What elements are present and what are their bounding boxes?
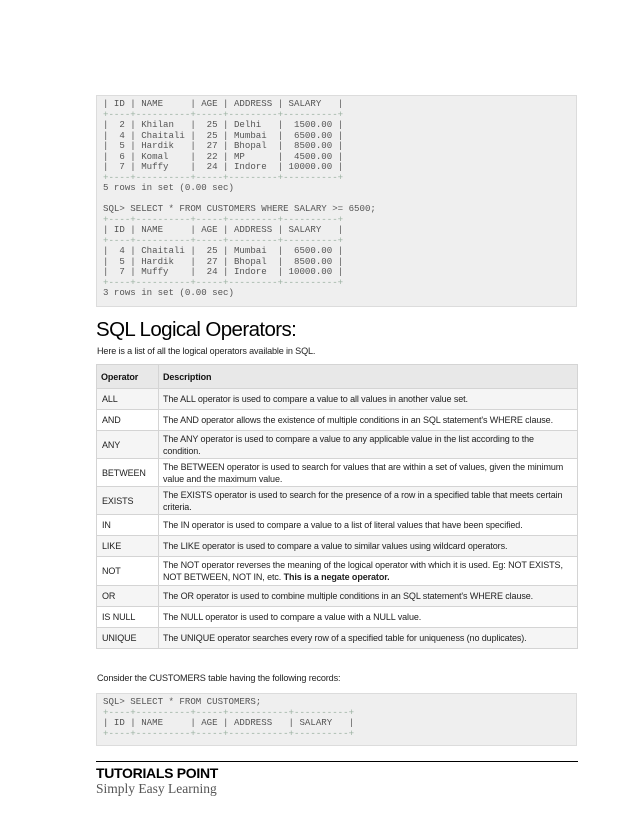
operator-description [159, 487, 578, 515]
operator-row [97, 536, 578, 557]
description-text: The NULL operator is used to compare a value with a NULL value. [163, 612, 422, 622]
description-text: The UNIQUE operator searches every row of a specified table for uniqueness (no duplicates). [163, 633, 527, 643]
description-text: The IN operator is used to compare a value to a list of literal values that have been specified. [163, 520, 523, 530]
section-heading: SQL Logical Operators: [96, 318, 297, 341]
operator-name: BETWEEN [97, 459, 159, 487]
operator-name: OR [97, 586, 159, 607]
code-line: +----+----------+-----+---------+----------+ [103, 213, 344, 225]
operator-description [159, 459, 578, 487]
code-line: | 5 | Hardik | 27 | Bhopal | 8500.00 | [103, 255, 344, 267]
description-text: The AND operator allows the existence of multiple conditions in an SQL statement's WHERE clause. [163, 415, 553, 425]
description-text: The LIKE operator is used to compare a value to similar values using wildcard operators. [163, 541, 508, 551]
operator-description [159, 607, 578, 628]
operator-row [97, 628, 578, 649]
header-description: Description [159, 365, 578, 389]
operator-name: LIKE [97, 536, 159, 557]
description-text: The NOT operator reverses the meaning of the logical operator with which it is used. Eg: NOT EXISTS, NOT BETWEEN, NOT IN, etc. [163, 560, 563, 582]
code-line: | ID | NAME | AGE | ADDRESS | SALARY | [103, 717, 355, 728]
description-bold-note: This is a negate operator. [283, 572, 390, 582]
operator-row [97, 487, 578, 515]
footer-divider [96, 761, 578, 762]
code-line: | 7 | Muffy | 24 | Indore | 10000.00 | [103, 161, 344, 172]
code-line: | 4 | Chaitali | 25 | Mumbai | 6500.00 | [103, 129, 344, 141]
code-line: 3 rows in set (0.00 sec) [103, 287, 234, 298]
code-block-2-text [103, 697, 576, 739]
code-line: +----+----------+-----+---------+----------+ [103, 234, 344, 246]
description-text: The EXISTS operator is used to search for the presence of a row in a specified table that meets certain criteria. [163, 489, 563, 512]
code-line: | ID | NAME | AGE | ADDRESS | SALARY | [103, 98, 344, 109]
code-line: SQL> SELECT * FROM CUSTOMERS WHERE SALARY >= 6500; [103, 203, 376, 214]
operator-description [159, 536, 578, 557]
operator-description [159, 586, 578, 607]
code-line: | ID | NAME | AGE | ADDRESS | SALARY | [103, 224, 344, 235]
footer-tagline: Simply Easy Learning [96, 781, 217, 796]
description-text: The ANY operator is used to compare a value to any applicable value in the list according to the condition. [163, 433, 534, 456]
operator-row [97, 607, 578, 628]
operator-name: EXISTS [97, 487, 159, 515]
section-intro: Here is a list of all the logical operators available in SQL. [97, 346, 316, 356]
code-line: +----+----------+-----+---------+----------+ [103, 108, 344, 120]
code-block-customers [96, 693, 577, 746]
footer-brand: TUTORIALS POINT [96, 765, 219, 781]
code-line: +----+----------+-----+-----------+----------+ [103, 727, 355, 739]
operator-name: NOT [97, 557, 159, 586]
operator-description [159, 557, 578, 586]
operator-name: ANY [97, 431, 159, 459]
logical-operators-table [96, 364, 578, 649]
operator-description [159, 431, 578, 459]
operator-row [97, 557, 578, 586]
operator-row [97, 515, 578, 536]
code-line: | 7 | Muffy | 24 | Indore | 10000.00 | [103, 266, 344, 277]
description-text: The BETWEEN operator is used to search for values that are within a set of values, given the minimum value and the maximum value. [163, 461, 564, 484]
operator-description [159, 628, 578, 649]
operator-row [97, 410, 578, 431]
code-line: | 2 | Khilan | 25 | Delhi | 1500.00 | [103, 119, 344, 130]
operator-name: UNIQUE [97, 628, 159, 649]
code-block-1-text [103, 99, 576, 299]
operator-description [159, 389, 578, 410]
consider-text: Consider the CUSTOMERS table having the following records: [97, 673, 341, 683]
code-line: +----+----------+-----+---------+----------+ [103, 171, 344, 183]
operator-name: AND [97, 410, 159, 431]
code-line: | 4 | Chaitali | 25 | Mumbai | 6500.00 | [103, 245, 344, 256]
code-line: 5 rows in set (0.00 sec) [103, 182, 234, 193]
description-text: The ALL operator is used to compare a value to all values in another value set. [163, 394, 468, 404]
operator-row [97, 431, 578, 459]
operator-row [97, 586, 578, 607]
code-line: +----+----------+-----+---------+----------+ [103, 276, 344, 288]
operator-row [97, 459, 578, 487]
code-line: | 6 | Komal | 22 | MP | 4500.00 | [103, 150, 344, 162]
operator-name: IS NULL [97, 607, 159, 628]
header-operator: Operator [97, 365, 159, 389]
operator-row [97, 389, 578, 410]
code-block-query-results [96, 95, 577, 307]
code-line: | 5 | Hardik | 27 | Bhopal | 8500.00 | [103, 140, 344, 151]
code-line: SQL> SELECT * FROM CUSTOMERS; [103, 696, 262, 707]
operator-name: ALL [97, 389, 159, 410]
operator-name: IN [97, 515, 159, 536]
operator-description [159, 515, 578, 536]
operator-description [159, 410, 578, 431]
description-text: The OR operator is used to combine multiple conditions in an SQL statement's WHERE clause. [163, 591, 534, 601]
code-line: +----+----------+-----+-----------+----------+ [103, 706, 355, 718]
